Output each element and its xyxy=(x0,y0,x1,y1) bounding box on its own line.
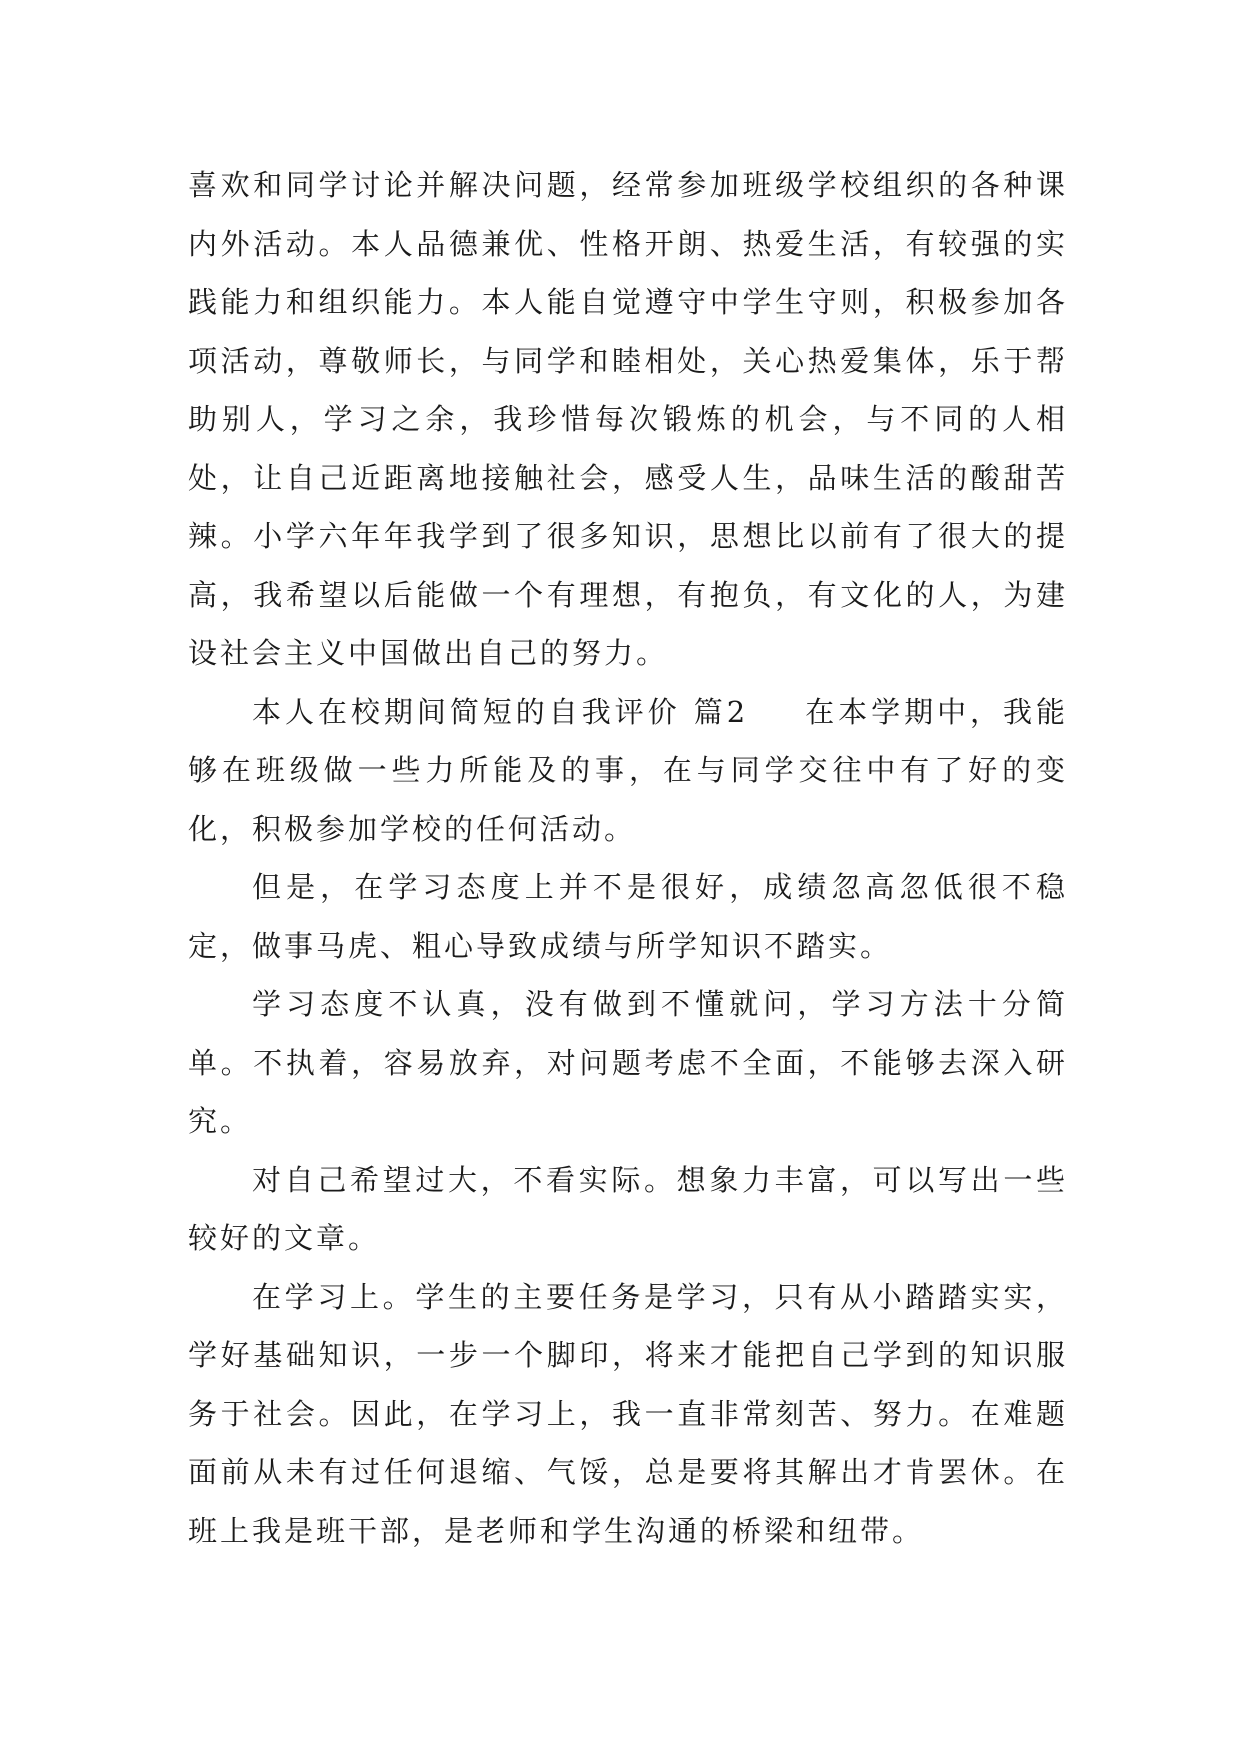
paragraph-6: 在学习上。学生的主要任务是学习，只有从小踏踏实实，学好基础知识，一步一个脚印，将来才能把自己学到的知识服务于社会。因此，在学习上，我一直非常刻苦、努力。在难题面前从未有过任何退缩、气馁，总是要将其解出才肯罢休。在班上我是班干部，是老师和学生沟通的桥梁和纽带。 xyxy=(188,1279,1068,1548)
paragraph-3: 但是，在学习态度上并不是很好，成绩忽高忽低很不稳定，做事马虎、粗心导致成绩与所学知识不踏实。 xyxy=(188,870,1068,963)
document-body xyxy=(188,156,1068,1560)
paragraph-4: 学习态度不认真，没有做到不懂就问，学习方法十分简单。不执着，容易放弃，对问题考虑不全面，不能够去深入研究。 xyxy=(188,987,1068,1138)
paragraph-2-text: 在本学期中，我能够在班级做一些力所能及的事，在与同学交往中有了好的变化，积极参加学校的任何活动。 xyxy=(188,694,1068,846)
paragraph-2 xyxy=(188,683,1068,859)
paragraph-1: 喜欢和同学讨论并解决问题，经常参加班级学校组织的各种课内外活动。本人品德兼优、性格开朗、热爱生活，有较强的实践能力和组织能力。本人能自觉遵守中学生守则，积极参加各项活动，尊敬师长，与同学和睦相处，关心热爱集体，乐于帮助别人，学习之余，我珍惜每次锻炼的机会，与不同的人相处，让自己近距离地接触社会，感受人生，品味生活的酸甜苦辣。小学六年年我学到了很多知识，思想比以前有了很大的提高，我希望以后能做一个有理想，有抱负，有文化的人，为建设社会主义中国做出自己的努力。 xyxy=(188,168,1068,670)
paragraph-5: 对自己希望过大，不看实际。想象力丰富，可以写出一些较好的文章。 xyxy=(188,1162,1068,1255)
section-heading: 本人在校期间简短的自我评价 篇2 xyxy=(252,694,749,729)
